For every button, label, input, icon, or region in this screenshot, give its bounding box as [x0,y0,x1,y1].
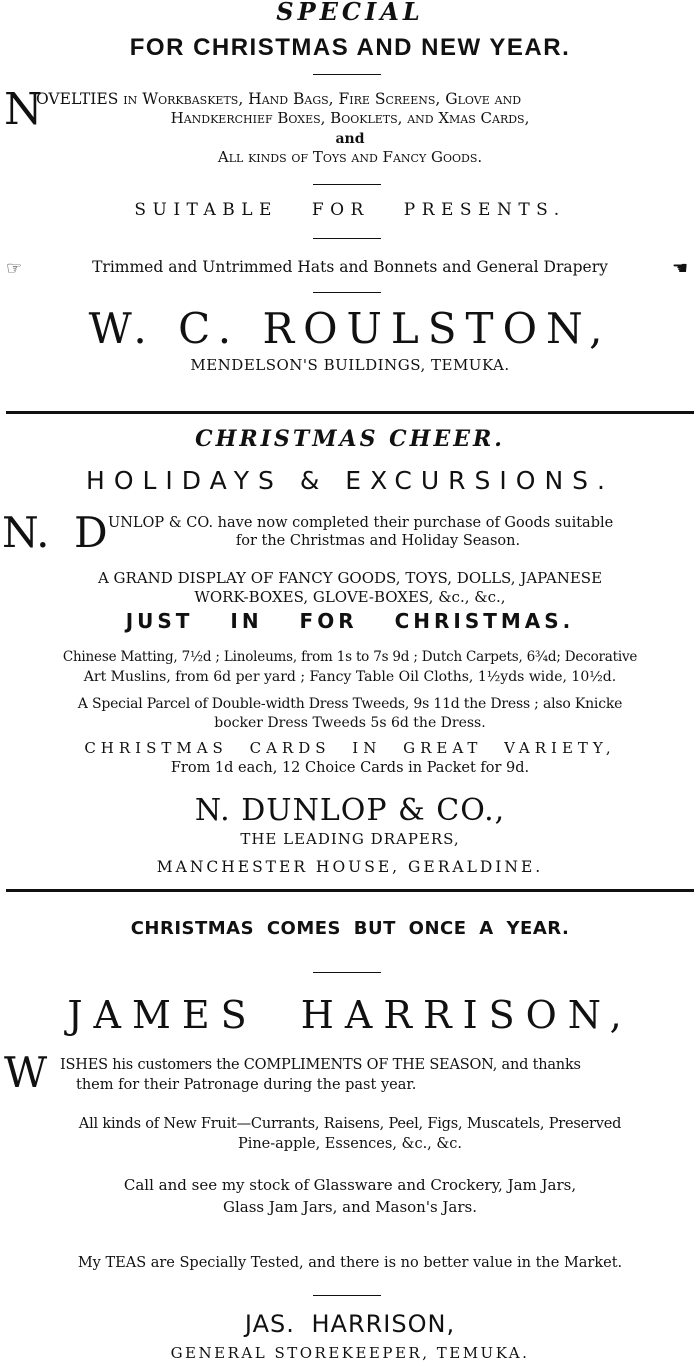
dunlop-tagline: THE LEADING DRAPERS, [240,830,460,848]
drop-cap: N [4,84,43,135]
harrison-name: JAMES HARRISON, [67,993,633,1037]
roulston-subheading: FOR CHRISTMAS AND NEW YEAR. [129,34,571,61]
drop-cap: W [4,1048,48,1097]
display-line-2: WORK-BOXES, GLOVE-BOXES, &c., &c., [194,588,506,606]
harrison-signature: JAS. HARRISON, [244,1310,456,1338]
fruit-line-2: Pine-apple, Essences, &c., &c. [237,1136,463,1152]
tweeds-line-2: bocker Dress Tweeds 5s 6d the Dress. [214,715,486,731]
roulston-name: W. C. ROULSTON, [88,304,612,353]
dunlop-name: N. DUNLOP & CO., [194,793,506,828]
dunlop-subheading: HOLIDAYS & EXCURSIONS. [86,466,614,495]
dunlop-intro-line-2: for the Christmas and Holiday Season. [235,533,521,549]
and-line: and [335,131,365,147]
matting-line-2: Art Muslins, from 6d per yard ; Fancy Table Oil Cloths, 1½yds wide, 10½d. [83,669,617,685]
pointing-hand-left-icon: ☚ [672,258,689,279]
dunlop-heading: CHRISTMAS CHEER. [195,426,505,452]
novelties-line-1: OVELTIES in Workbaskets, Hand Bags, Fire Screens, Glove and [36,90,522,108]
wishes-line-2: them for their Patronage during the past year. [76,1077,417,1093]
matting-line-1: Chinese Matting, 7½d ; Linoleums, from 1s to 7s 9d ; Dutch Carpets, 6¾d; Decorative [62,649,638,665]
dunlop-address: MANCHESTER HOUSE, GERALDINE. [156,858,544,876]
display-line-1: A GRAND DISPLAY OF FANCY GOODS, TOYS, DOLLS, JAPANESE [97,569,603,587]
harrison-address: GENERAL STOREKEEPER, TEMUKA. [170,1344,530,1362]
harrison-heading: CHRISTMAS COMES BUT ONCE A YEAR. [130,918,570,939]
just-in-line: JUST IN FOR CHRISTMAS. [125,609,575,633]
divider [313,1295,381,1296]
pointing-hand-right-icon: ☞ [6,258,23,279]
initial-n: N. [2,508,50,557]
dunlop-intro-line-1: UNLOP & CO. have now completed their purchase of Goods suitable [108,515,614,531]
roulston-heading: SPECIAL [276,0,424,26]
suitable-line: SUITABLE FOR PRESENTS. [134,200,566,220]
glass-line-2: Glass Jam Jars, and Mason's Jars. [222,1198,478,1216]
tweeds-line-1: A Special Parcel of Double-width Dress Tweeds, 9s 11d the Dress ; also Knicke [77,696,623,712]
novelties-line-3: All kinds of Toys and Fancy Goods. [217,148,483,166]
novelties-line-2: Handkerchief Boxes, Booklets, and Xmas Cards, [170,109,530,127]
divider [313,972,381,973]
hats-line: Trimmed and Untrimmed Hats and Bonnets and General Drapery [92,258,608,276]
cards-line-2: From 1d each, 12 Choice Cards in Packet for 9d. [170,760,530,776]
fruit-line-1: All kinds of New Fruit—Currants, Raisens, Peel, Figs, Muscatels, Preserved [78,1116,622,1132]
glass-line-1: Call and see my stock of Glassware and Crockery, Jam Jars, [123,1176,577,1194]
cards-line-1: CHRISTMAS CARDS IN GREAT VARIETY, [84,739,616,757]
wishes-line-1: ISHES his customers the COMPLIMENTS OF THE SEASON, and thanks [60,1057,581,1073]
roulston-address: MENDELSON'S BUILDINGS, TEMUKA. [190,356,510,374]
drop-cap: D [74,508,108,557]
teas-line: My TEAS are Specially Tested, and there is no better value in the Market. [77,1255,623,1271]
